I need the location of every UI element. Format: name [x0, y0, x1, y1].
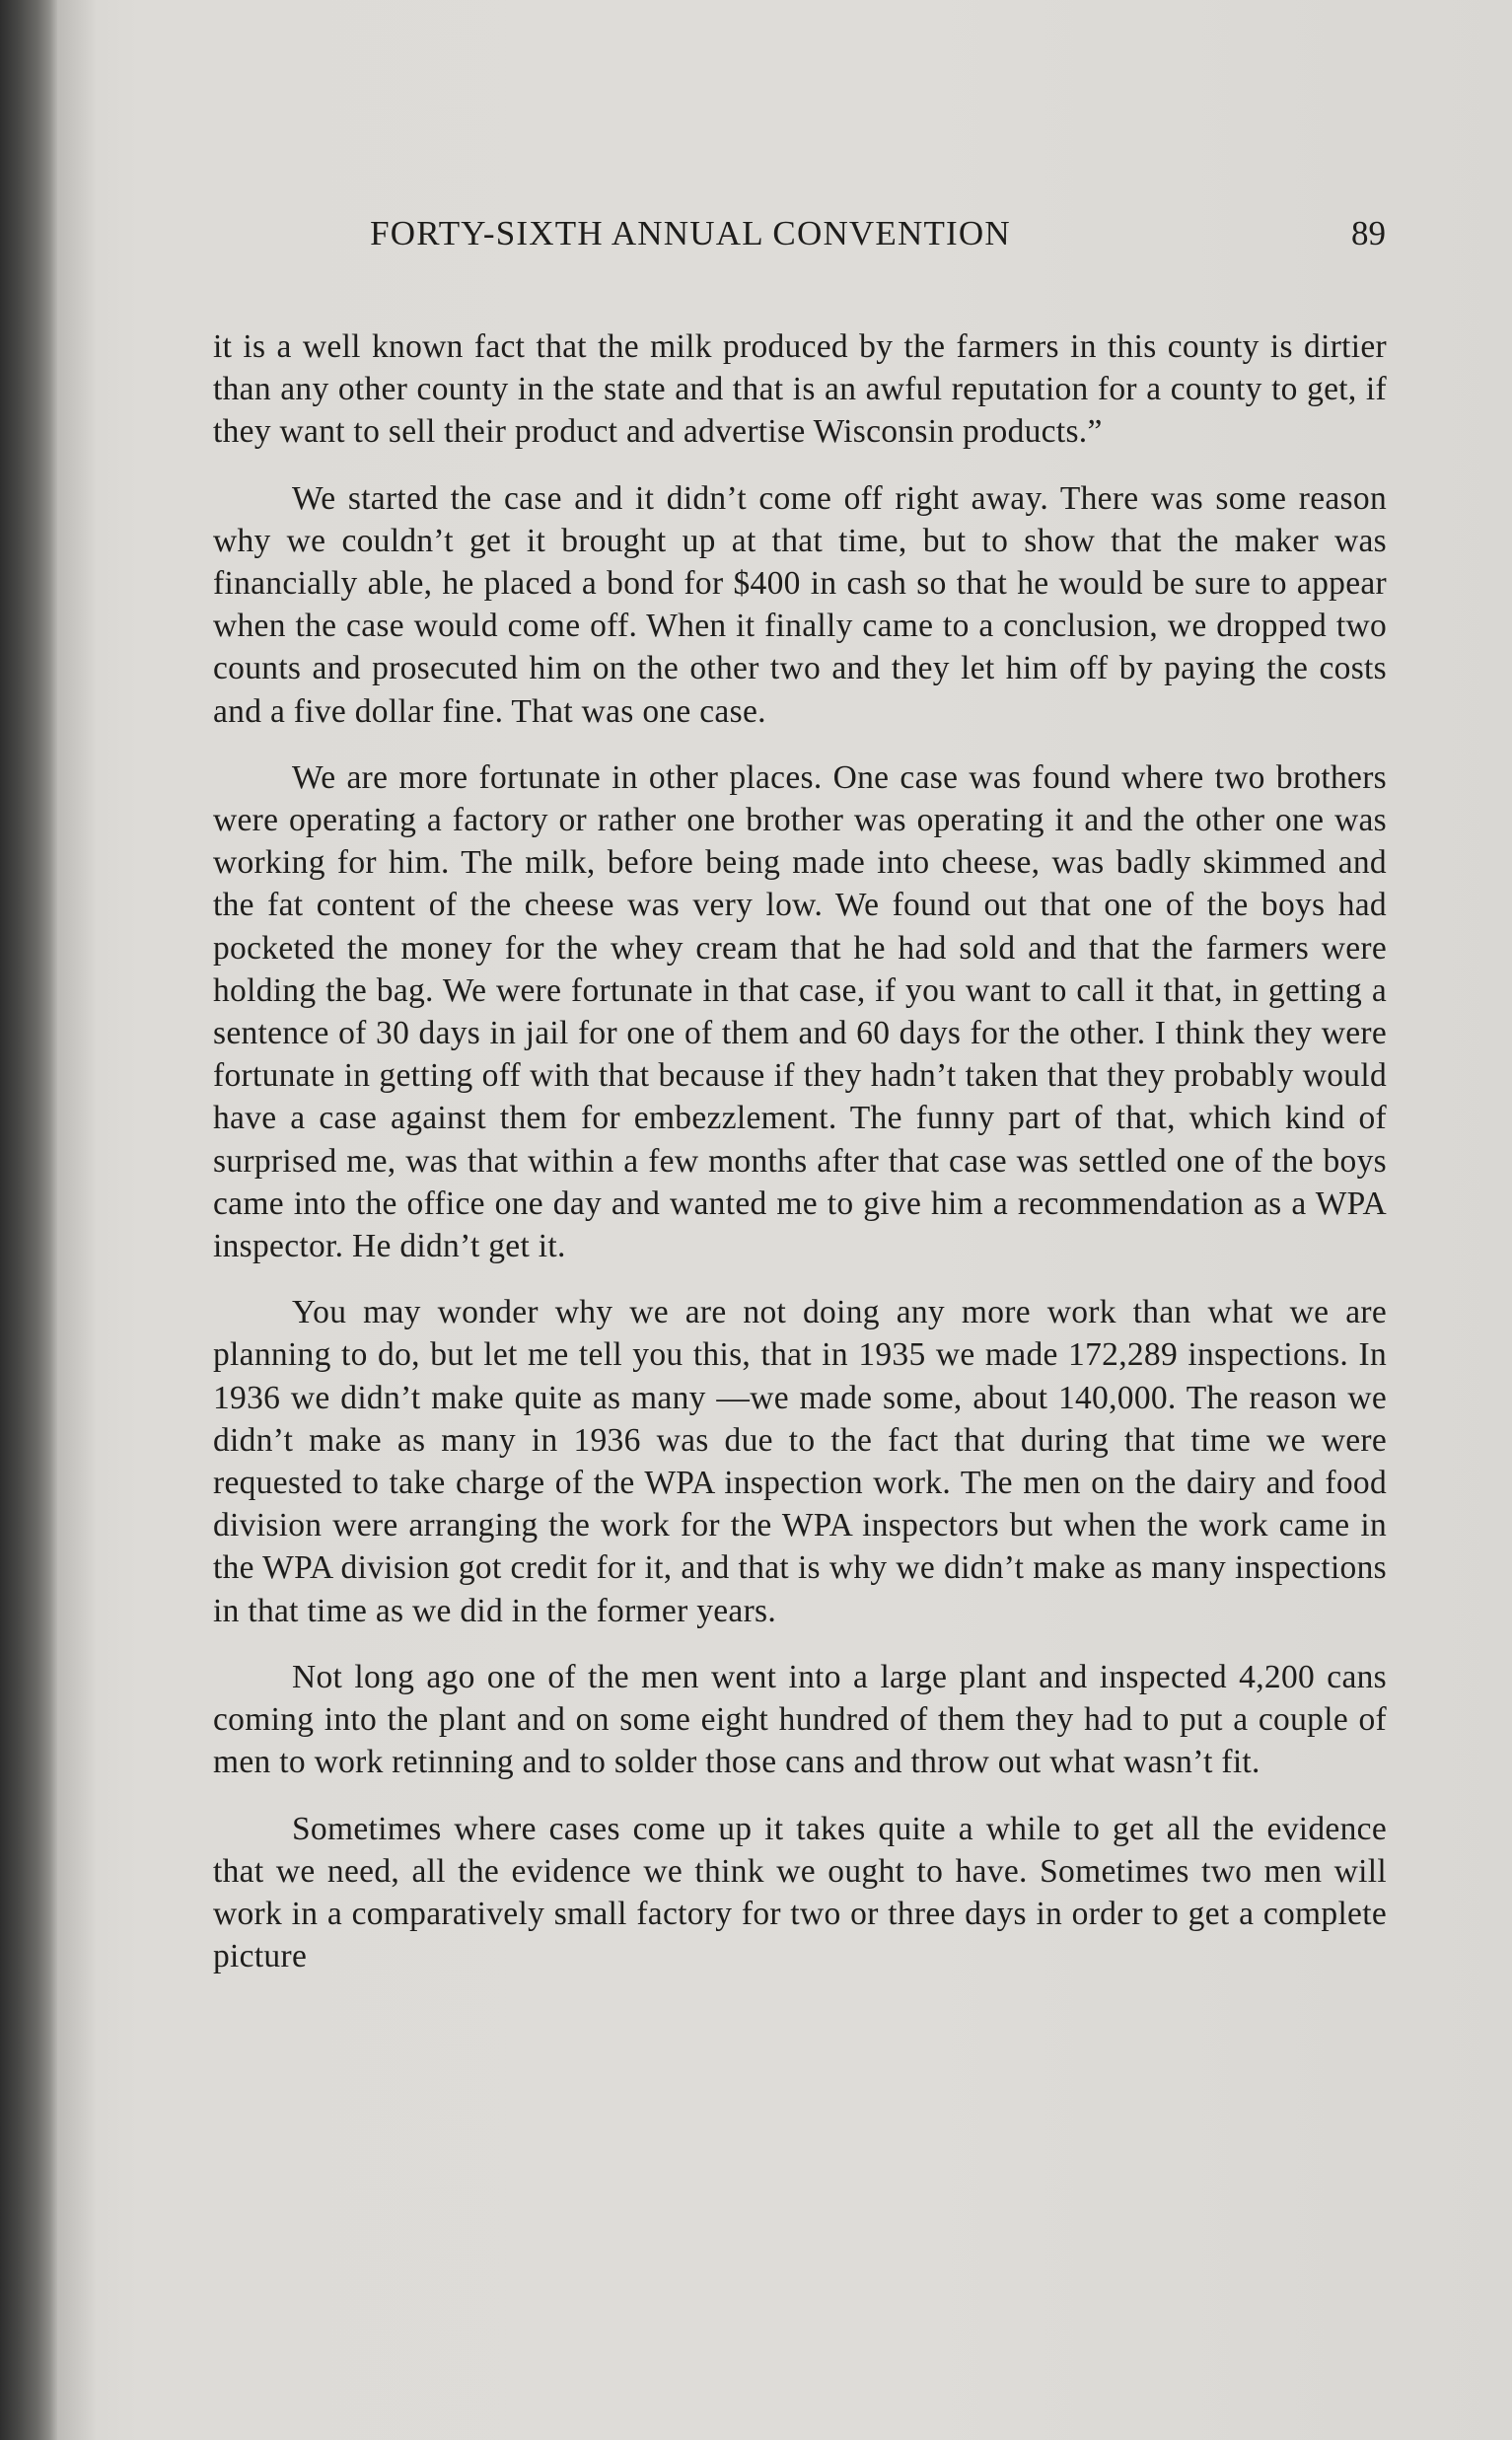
paragraph-4: You may wonder why we are not doing any more work than what we are planning to do, but let me tell you this, that in 1935 we made 172,289 inspections. In 1936 we didn’t make quite as many —we made some, about 140,000. The reason we didn’t make as many in 1936 was due to the fact that during that time we were requested to take charge of the WPA inspection work. The men on the dairy and food division were arranging the work for the WPA inspectors but when the work came in the WPA division got credit for it, and that is why we didn’t make as many inspections in that time as we did in the former years.: [213, 1294, 1387, 1629]
page-header: [227, 209, 1386, 258]
binding-fade: [57, 0, 97, 2440]
paragraph-6: Sometimes where cases come up it takes quite a while to get all the evidence that we need, all the evidence we think we ought to have. Sometimes two men will work in a comparatively small factory for two or three days in order to get a complete picture: [213, 1810, 1387, 1975]
paragraph-3: We are more fortunate in other places. One case was found where two brothers were operating a factory or rather one brother was operating it and the other one was working for him. The milk, before being made into cheese, was badly skimmed and the fat content of the cheese was very low. We found out that one of the boys had pocketed the money for the whey cream that he had sold and that the farmers were holding the bag. We were fortunate in that case, if you want to call it that, in getting a sentence of 30 days in jail for one of them and 60 days for the other. I think they were fortunate in getting off with that because if they hadn’t taken that they probably would have a case against them for embezzlement. The funny part of that, which kind of surprised me, was that within a few months after that case was settled one of the boys came into the office one day and wanted me to give him a recommendation as a WPA inspector. He didn’t get it.: [213, 758, 1387, 1265]
paragraph-5: Not long ago one of the men went into a large plant and inspected 4,200 cans coming into the plant and on some eight hundred of them they had to put a couple of men to work retinning and to solder those cans and throw out what wasn’t fit.: [213, 1658, 1387, 1781]
body-text: [213, 325, 1387, 2001]
paragraph-2: We started the case and it didn’t come off right away. There was some reason why we couldn’t get it brought up at that time, but to show that the maker was financially able, he placed a bond for $400 in cash so that he would be sure to appear when the case would come off. When it finally came to a conclusion, we dropped two counts and prosecuted him on the other two and they let him off by paying the costs and a five dollar fine. That was one case.: [213, 479, 1387, 730]
running-head: FORTY-SIXTH ANNUAL CONVENTION: [370, 214, 1011, 252]
binding-shadow: [0, 0, 57, 2440]
page-number: 89: [1351, 214, 1386, 252]
paragraph-1: it is a well known fact that the milk produced by the farmers in this county is dirtier than any other county in the state and that is an awful reputation for a county to get, if they want to sell their product and advertise Wisconsin products.”: [213, 328, 1387, 451]
